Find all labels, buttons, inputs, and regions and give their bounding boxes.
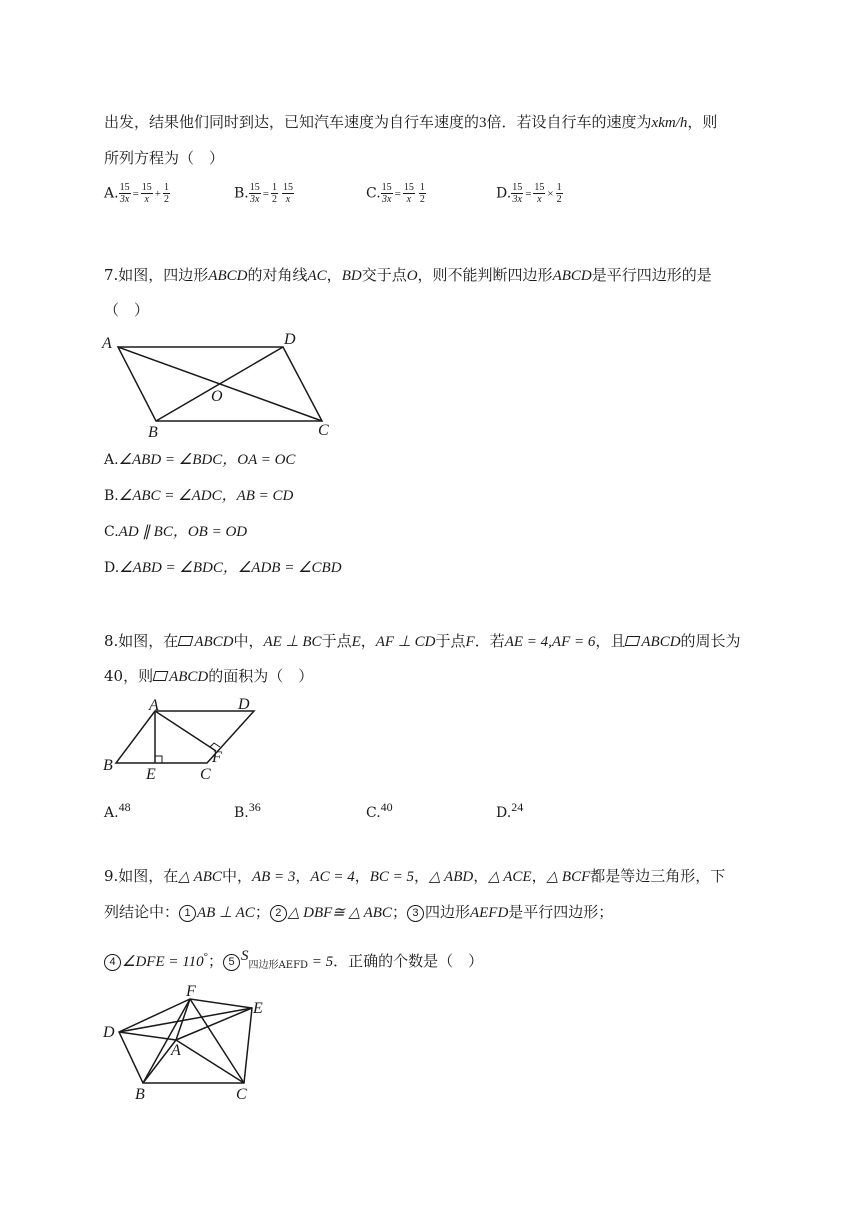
q9-label-d: D — [103, 1024, 115, 1041]
fraction — [403, 182, 415, 205]
q8-text: 8.如图，在 — [104, 632, 179, 650]
denominator: 3x — [512, 194, 522, 205]
degree-symbol: ° — [203, 951, 209, 963]
q9-conclusion-3c: 是平行四边形； — [508, 903, 614, 921]
q7-option-c[interactable] — [104, 522, 247, 542]
q7-diagonal-bd — [156, 347, 283, 421]
q9-outer-pentagon — [119, 999, 252, 1083]
option-label: B. — [234, 185, 249, 202]
option-label: A. — [104, 452, 119, 468]
q9-conclusion-3a: 四边形 — [424, 903, 470, 921]
option-label: D. — [496, 805, 512, 821]
q9-text-c: 都是等边三角形，下 — [590, 867, 726, 885]
fraction — [163, 182, 170, 205]
q9-triangle-abc: △ ABC — [178, 869, 222, 885]
q6-stem-line1 — [104, 112, 717, 133]
fraction — [119, 182, 131, 205]
q8-perimeter-text: 40，则 — [104, 667, 154, 685]
denominator: x — [406, 194, 412, 205]
separator: ， — [295, 867, 311, 885]
fraction — [271, 182, 278, 205]
circled-number-icon: 1 — [179, 905, 196, 922]
q7-diag-ac: AC — [307, 268, 327, 284]
denominator: x — [144, 194, 149, 205]
q7-text-c: 交于点 — [361, 266, 407, 284]
q9-text: 9.如图，在 — [104, 867, 179, 885]
option-text: ∠ABD = ∠BDC，∠ADB = ∠CBD — [119, 560, 342, 576]
q9-conclusion-2: △ DBF≅ △ ABC — [287, 905, 392, 921]
option-value: 40 — [380, 800, 393, 814]
answer-blank: （ ） — [104, 301, 150, 319]
q9-triangle-ace: △ ACE — [488, 869, 532, 885]
equals-sign: = — [394, 187, 401, 200]
q8-text-3: 于点 — [321, 632, 352, 650]
equals-sign: = — [262, 187, 269, 200]
q9-area-value: = 5 — [308, 954, 334, 970]
q8-quad-name-3: ABCD — [169, 669, 209, 685]
q6-text-c: ，则 — [687, 113, 718, 131]
separator: ； — [208, 952, 224, 970]
q7-option-b[interactable] — [104, 486, 293, 506]
operator: × — [547, 187, 554, 200]
option-label: B. — [104, 488, 119, 504]
q7-quad-name-2: ABCD — [552, 268, 592, 284]
q8-ae-perp: AE ⊥ BC — [263, 634, 322, 650]
denominator: 2 — [271, 194, 277, 205]
parallelogram-symbol-icon — [178, 636, 194, 646]
q8-question: 的面积为（ ） — [208, 667, 314, 685]
q8-right-angle-f-icon — [210, 743, 220, 747]
q8-stem-line2 — [104, 666, 313, 687]
q8-text-2: 中， — [233, 632, 264, 650]
q8-text-6: ．若 — [474, 632, 505, 650]
q6-option-b[interactable] — [234, 182, 294, 205]
numerator: 15 — [381, 182, 392, 193]
q9-area-subscript: 四边形AEFD — [248, 960, 309, 971]
fraction — [511, 182, 523, 205]
q7-quad-name: ABCD — [208, 268, 248, 284]
equals-sign: = — [525, 187, 532, 200]
q6-multiplier: 3 — [479, 115, 487, 131]
circled-number-icon: 3 — [407, 905, 424, 922]
q8-height-af — [155, 711, 216, 751]
q9-line-da — [119, 1032, 176, 1040]
q6-text: 出发，结果他们同时到达，已知汽车速度为自行车速度的 — [104, 113, 480, 131]
q9-lines — [119, 999, 252, 1083]
option-label: C. — [104, 524, 119, 540]
q9-line-ca — [176, 1040, 244, 1083]
separator: ； — [254, 903, 270, 921]
q9-stem-line3 — [104, 946, 483, 976]
numerator: 15 — [141, 182, 152, 193]
option-label: B. — [234, 805, 249, 821]
q9-triangle-abd: △ ABD — [429, 869, 474, 885]
q8-right-angle-e-icon — [155, 756, 162, 763]
q8-text-8: 的周长为 — [680, 632, 741, 650]
separator: ， — [326, 266, 342, 284]
q8-label-a: A — [149, 697, 159, 714]
equals-sign: = — [132, 187, 139, 200]
fraction — [533, 182, 545, 205]
q8-label-f: F — [212, 749, 222, 766]
separator: ， — [473, 867, 489, 885]
q9-text-d: 列结论中： — [104, 903, 180, 921]
q8-text-7: ，且 — [595, 632, 626, 650]
numerator: 15 — [403, 182, 414, 193]
numerator: 1 — [556, 182, 562, 193]
q7-diagonal-ac — [118, 347, 322, 421]
denominator: 3x — [250, 194, 260, 205]
numerator: 15 — [534, 182, 545, 193]
numerator: 15 — [512, 182, 523, 193]
denominator: x — [285, 194, 291, 205]
q7-label-o: O — [211, 388, 223, 405]
q9-ac: AC = 4 — [310, 869, 355, 885]
q9-bc: BC = 5 — [369, 869, 415, 885]
fraction — [141, 182, 153, 205]
q9-line-fc — [190, 999, 244, 1083]
q9-line-ba — [143, 1040, 176, 1083]
q8-condition: AE = 4,AF = 6 — [504, 634, 596, 650]
q6-question: 所列方程为（ ） — [104, 149, 225, 167]
parallelogram-symbol-icon — [153, 671, 169, 681]
q8-label-e: E — [146, 766, 156, 783]
q8-label-d: D — [238, 696, 250, 713]
q9-text-b: 中， — [221, 867, 252, 885]
q7-option-a[interactable] — [104, 450, 295, 470]
q8-quad-name-2: ABCD — [641, 634, 681, 650]
q9-label-c: C — [236, 1086, 247, 1103]
option-text: ∠ABC = ∠ADC，AB = CD — [118, 488, 294, 504]
q6-option-a[interactable] — [104, 182, 170, 205]
option-label: A. — [104, 185, 119, 202]
q9-stem-line1 — [104, 866, 725, 887]
q9-triangle-bcf: △ BCF — [546, 869, 591, 885]
q8-lines — [116, 711, 254, 763]
q9-label-e: E — [253, 1000, 263, 1017]
q7-diag-bd: BD — [341, 268, 362, 284]
q7-paren — [104, 300, 149, 320]
q7-text: 7.如图，四边形 — [104, 266, 209, 284]
separator: ； — [391, 903, 407, 921]
parallelogram-symbol-icon — [625, 636, 641, 646]
denominator: x — [537, 194, 542, 205]
q6-speed-variable: xkm/h — [651, 115, 688, 131]
q9-conclusion-4: ∠DFE = 110 — [122, 954, 204, 970]
denominator: 2 — [164, 194, 169, 205]
option-value: 48 — [118, 800, 131, 814]
q9-line-de — [119, 1008, 252, 1032]
q9-question: ．正确的个数是（ ） — [333, 952, 484, 970]
option-text: AD ∥ BC，OB = OD — [118, 524, 248, 540]
fraction — [381, 182, 393, 205]
q7-label-a: A — [102, 335, 112, 352]
numerator: 1 — [271, 182, 277, 193]
option-value: 24 — [511, 800, 524, 814]
fraction — [556, 182, 563, 205]
q6-text-b: 倍．若设自行车的速度为 — [486, 113, 652, 131]
option-label: C. — [366, 805, 381, 821]
q7-label-c: C — [318, 422, 329, 439]
q7-text-d: ，则不能判断四边形 — [417, 266, 553, 284]
denominator: 2 — [419, 194, 425, 205]
operator: + — [154, 187, 161, 200]
q8-quad-outline — [116, 711, 254, 763]
q7-lines — [118, 347, 322, 421]
q7-text-e: 是平行四边形的是 — [591, 266, 712, 284]
q6-stem-line2 — [104, 148, 224, 168]
q7-quad-outline — [118, 347, 322, 421]
fraction — [249, 182, 261, 205]
q9-label-b: B — [135, 1086, 145, 1103]
fraction — [282, 182, 294, 205]
numerator: 1 — [164, 182, 169, 193]
q9-line-fa — [176, 999, 190, 1040]
q8-point-e: E — [351, 634, 361, 650]
q9-label-a: A — [171, 1042, 181, 1059]
q7-stem — [104, 265, 712, 286]
q9-stem-line2 — [104, 902, 613, 923]
denominator: 3x — [119, 194, 130, 205]
q7-label-b: B — [148, 424, 158, 441]
q8-label-b: B — [103, 757, 113, 774]
q8-point-f: F — [465, 634, 475, 650]
q8-option-b[interactable] — [234, 797, 261, 823]
q9-line-fb — [143, 999, 190, 1083]
q9-ab: AB = 3 — [251, 869, 296, 885]
q9-conclusion-3b: AEFD — [469, 905, 509, 921]
option-label: D. — [104, 560, 120, 576]
q7-label-d: D — [284, 331, 296, 348]
q8-af-perp: AF ⊥ CD — [375, 634, 436, 650]
q8-quad-name: ABCD — [194, 634, 234, 650]
q6-option-c[interactable] — [366, 182, 426, 205]
q7-option-d[interactable] — [104, 558, 342, 578]
q9-line-ae — [176, 1008, 252, 1040]
q9-label-f: F — [186, 983, 196, 1000]
q8-stem-line1 — [104, 631, 741, 652]
q9-conclusion-1: AB ⊥ AC — [197, 905, 255, 921]
circled-number-icon: 2 — [270, 905, 287, 922]
option-label: D. — [496, 185, 512, 202]
q8-option-d[interactable] — [496, 797, 523, 823]
q7-point-o: O — [406, 268, 418, 284]
numerator: 15 — [249, 182, 260, 193]
numerator: 1 — [419, 182, 425, 193]
q8-option-a[interactable] — [104, 797, 131, 823]
numerator: 15 — [119, 182, 130, 193]
numerator: 15 — [282, 182, 293, 193]
q8-option-c[interactable] — [366, 797, 393, 823]
q7-text-b: 的对角线 — [247, 266, 308, 284]
option-text: ∠ABD = ∠BDC，OA = OC — [118, 452, 296, 468]
separator: ， — [531, 867, 547, 885]
separator: ， — [354, 867, 370, 885]
q8-text-4: ， — [360, 632, 376, 650]
q9-area-symbol: S — [241, 948, 249, 964]
q8-label-c: C — [200, 766, 211, 783]
option-value: 36 — [248, 800, 261, 814]
denominator: 2 — [556, 194, 562, 205]
circled-number-icon: 4 — [104, 954, 121, 971]
fraction — [419, 182, 426, 205]
q8-text-5: 于点 — [435, 632, 466, 650]
denominator: 3x — [381, 194, 392, 205]
separator: ， — [414, 867, 430, 885]
circled-number-icon: 5 — [223, 954, 240, 971]
option-label: A. — [104, 805, 119, 821]
option-label: C. — [366, 185, 381, 202]
q6-option-d[interactable] — [496, 182, 563, 205]
